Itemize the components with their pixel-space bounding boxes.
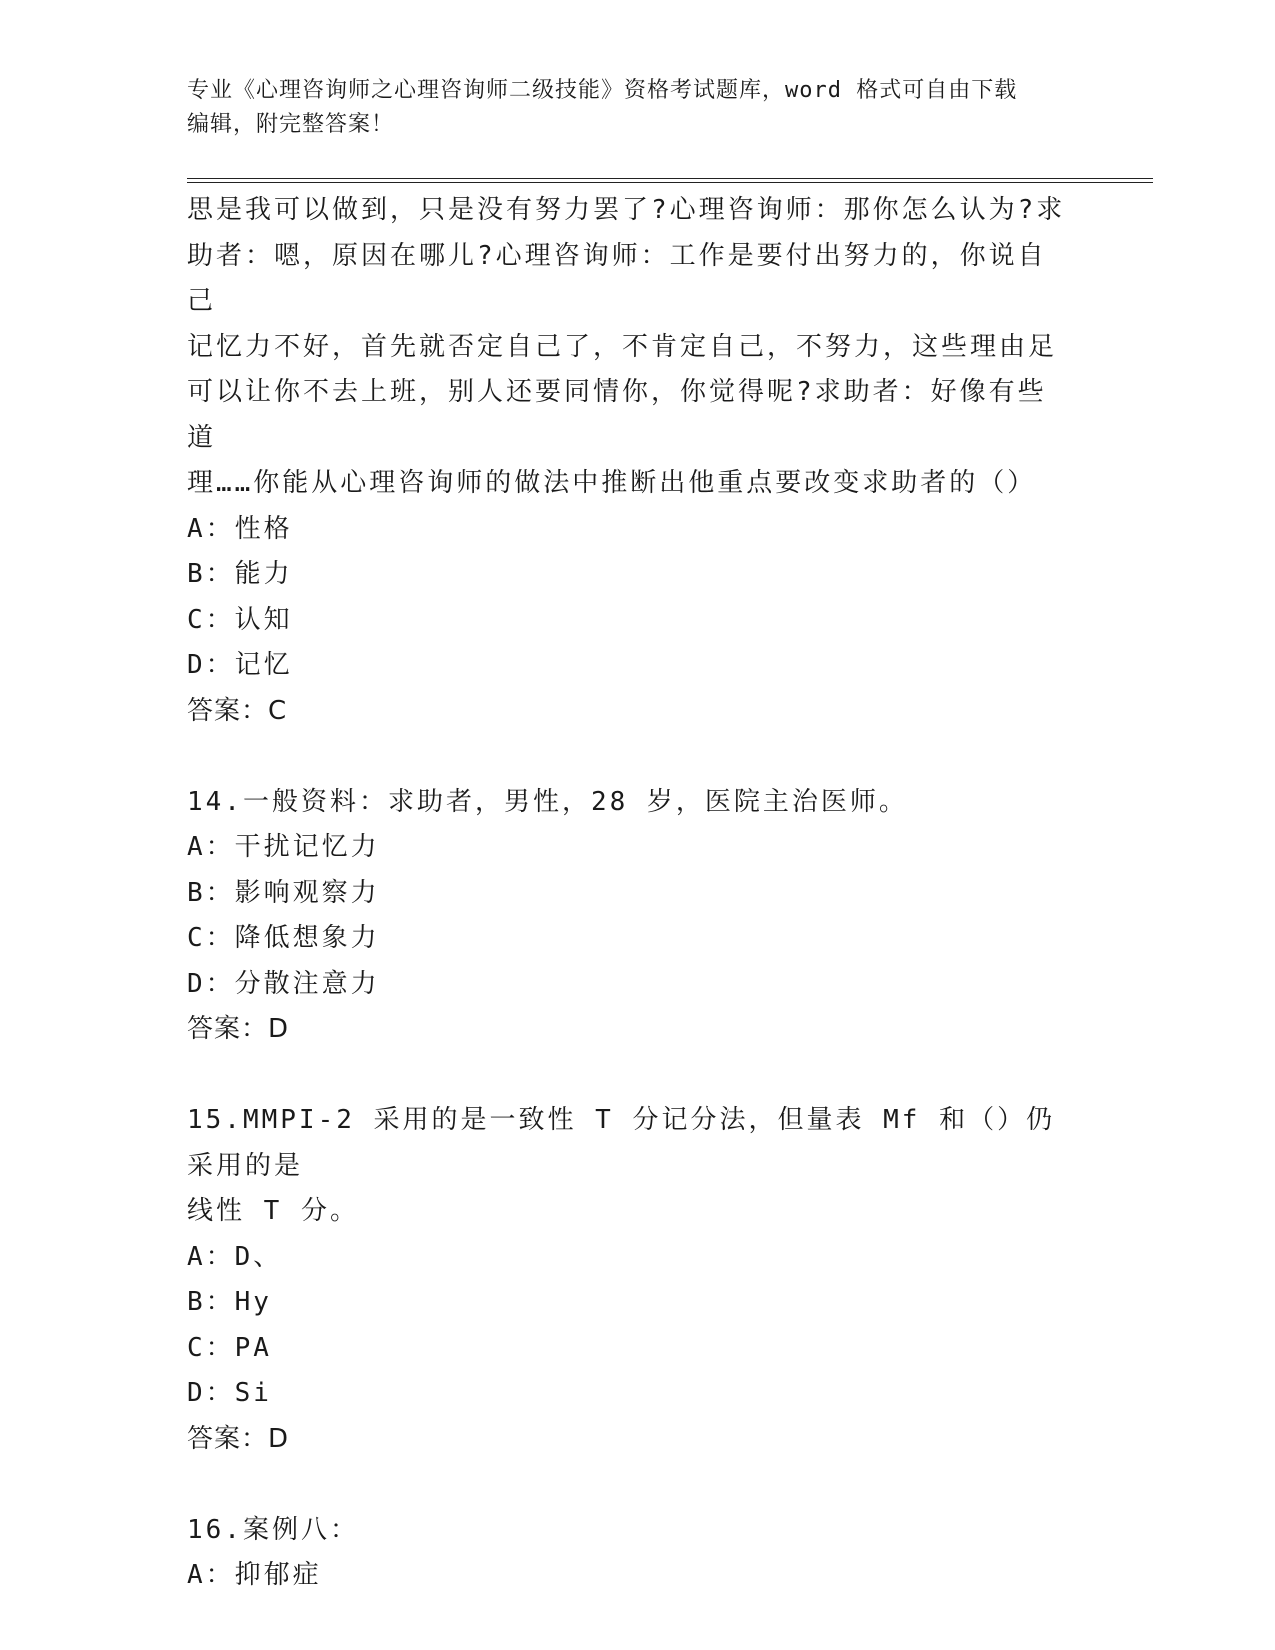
option-d: D：分散注意力 <box>187 968 380 999</box>
option-c: C：降低想象力 <box>187 923 380 953</box>
header-line: 编辑，附完整答案！ <box>187 112 395 137</box>
option-b: B：影响观察力 <box>187 877 380 908</box>
option-a: A：干扰记忆力 <box>187 832 380 862</box>
option-b: B：能力 <box>187 559 293 589</box>
question-stem-line: 思是我可以做到，只是没有努力罢了?心理咨询师：那你怎么认为?求 <box>187 195 1066 225</box>
option-a: A：D、 <box>187 1241 283 1272</box>
answer-line: 答案：D <box>187 1014 290 1044</box>
question-stem-line: 记忆力不好，首先就否定自己了，不肯定自己，不努力，这些理由足 <box>187 331 1058 362</box>
header-divider <box>187 178 1153 179</box>
question-stem-line: 15.MMPI-2 采用的是一致性 T 分记分法，但量表 Mf 和（）仍采用的是 <box>187 1105 1056 1181</box>
question-spacer <box>187 1053 1067 1099</box>
option-c: C：PA <box>187 1332 272 1363</box>
option-c: C：认知 <box>187 604 293 635</box>
question-14 <box>187 780 1067 1053</box>
question-stem-line: 理……你能从心理咨询师的做法中推断出他重点要改变求助者的（） <box>187 468 1037 498</box>
question-stem-line: 助者：嗯，原因在哪儿?心理咨询师：工作是要付出努力的，你说自己 <box>187 240 1047 316</box>
question-spacer <box>187 734 1067 780</box>
question-stem-line: 线性 T 分。 <box>187 1196 359 1226</box>
option-d: D：记忆 <box>187 650 293 680</box>
option-a: A：性格 <box>187 513 293 544</box>
question-stem-line: 14.一般资料：求助者，男性，28 岁，医院主治医师。 <box>187 786 908 817</box>
answer-line: 答案：D <box>187 1423 290 1454</box>
header-divider <box>187 182 1153 183</box>
question-13 <box>187 188 1067 734</box>
option-a: A：抑郁症 <box>187 1560 322 1590</box>
document-header <box>187 74 1087 142</box>
question-15 <box>187 1098 1067 1462</box>
option-b: B：Hy <box>187 1287 272 1317</box>
header-line: 专业《心理咨询师之心理咨询师二级技能》资格考试题库，word 格式可自由下载 <box>187 78 1018 103</box>
option-d: D：Si <box>187 1378 272 1408</box>
question-16 <box>187 1508 1067 1599</box>
question-stem-line: 可以让你不去上班，别人还要同情你，你觉得呢?求助者：好像有些道 <box>187 377 1047 453</box>
question-spacer <box>187 1462 1067 1508</box>
answer-line: 答案：C <box>187 695 288 726</box>
question-stem-line: 16.案例八： <box>187 1514 359 1545</box>
question-list <box>187 188 1067 1599</box>
